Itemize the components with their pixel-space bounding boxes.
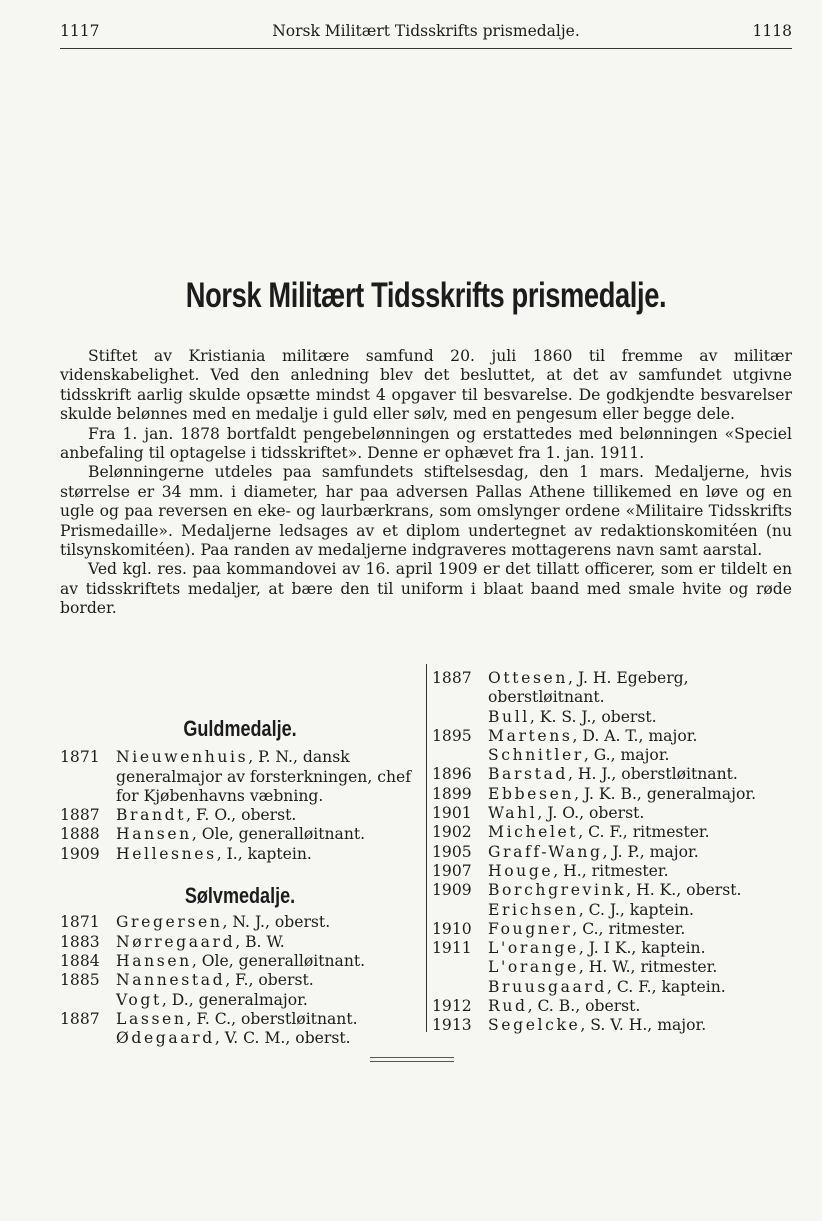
medal-entry bbox=[432, 920, 792, 939]
recipient-name: Brandt bbox=[116, 806, 187, 825]
entry-year: 1884 bbox=[60, 951, 100, 970]
recipient-details: , B. W. bbox=[235, 932, 285, 951]
entry-text bbox=[488, 669, 792, 708]
recipient-name: Barstad bbox=[488, 765, 568, 784]
guld-list bbox=[60, 748, 420, 864]
recipient-details: , J. I K., kaptein. bbox=[578, 939, 706, 958]
medal-entry bbox=[432, 669, 792, 708]
entry-text bbox=[488, 746, 792, 765]
entry-text bbox=[488, 765, 792, 784]
entry-text bbox=[488, 978, 792, 997]
header-rule bbox=[60, 48, 792, 49]
entry-year: 1888 bbox=[60, 825, 100, 844]
recipient-details: , Ole, generalløitnant. bbox=[191, 951, 366, 970]
recipient-details: , H., ritmester. bbox=[553, 861, 669, 880]
entry-year bbox=[60, 1029, 116, 1048]
recipient-details: , D. A. T., major. bbox=[572, 726, 698, 745]
recipient-details: , F. C., oberstløitnant. bbox=[186, 1009, 358, 1028]
medal-entry bbox=[432, 881, 792, 900]
entry-text bbox=[116, 991, 420, 1010]
recipient-details: , V. C. M., oberst. bbox=[214, 1029, 351, 1048]
solv-heading: Sølvmedalje. bbox=[184, 883, 296, 909]
entry-text bbox=[488, 881, 792, 900]
paragraph: Stiftet av Kristiania militære samfund 20. juli 1860 til fremme av militær videnskabelighet. Ved den anledning blev det besluttet, at det av samfundet utgivne tidsskrift aarlig skulde opsætte mindst 4 opgaver til besvarelse. De godkjendte besvarelser skulde belønnes med en medalje i guld eller sølv, med en pengesum eller begge dele. bbox=[60, 347, 792, 424]
recipient-details: , I., kaptein. bbox=[216, 844, 312, 863]
entry-year: 1901 bbox=[432, 804, 472, 823]
entry-year: 1871 bbox=[60, 913, 100, 932]
paragraph: Ved kgl. res. paa kommandovei av 16. april 1909 er det tillatt officerer, som er tildelt en av tidsskriftets medaljer, at bære den til uniform i blaat baand med smale hvite og røde border. bbox=[60, 560, 792, 618]
entry-text bbox=[488, 958, 792, 977]
end-rule-top bbox=[370, 1057, 454, 1058]
medal-entry bbox=[60, 825, 420, 844]
entry-year bbox=[432, 978, 488, 997]
recipient-details: , C. F., kaptein. bbox=[607, 977, 726, 996]
recipient-details: , J. O., oberst. bbox=[537, 804, 645, 823]
medal-entry bbox=[432, 746, 792, 765]
entry-year: 1910 bbox=[432, 919, 472, 938]
medal-entry bbox=[432, 708, 792, 727]
entry-text bbox=[488, 862, 792, 881]
recipient-details: , C. J., kaptein. bbox=[578, 900, 695, 919]
recipient-name: Wahl bbox=[488, 804, 538, 823]
recipient-name: Gregersen bbox=[116, 913, 223, 932]
page-number-left: 1117 bbox=[60, 22, 100, 40]
recipient-details: , J. K. B., generalmajor. bbox=[574, 784, 757, 803]
entry-text bbox=[488, 901, 792, 920]
medal-entry bbox=[432, 978, 792, 997]
entry-text bbox=[116, 933, 420, 952]
entry-year: 1887 bbox=[432, 669, 472, 687]
recipient-details: , G., major. bbox=[583, 746, 670, 765]
entry-year bbox=[60, 991, 116, 1010]
recipient-name: Ebbesen bbox=[488, 784, 575, 803]
recipient-name: Hellesnes bbox=[116, 844, 217, 863]
entry-text bbox=[116, 952, 420, 971]
entry-year: 1902 bbox=[432, 823, 472, 842]
entry-year: 1905 bbox=[432, 842, 472, 861]
recipient-name: Borchgrevink bbox=[488, 881, 627, 900]
recipient-details: , K. S. J., oberst. bbox=[529, 707, 657, 726]
page-number-right: 1118 bbox=[752, 22, 792, 40]
medal-entry bbox=[60, 971, 420, 990]
entry-year bbox=[432, 958, 488, 977]
paragraph: Belønningerne utdeles paa samfundets stiftelsesdag, den 1 mars. Medaljerne, hvis størrelse er 34 mm. i diameter, har paa adversen Pallas Athene tillikemed en løve og en ugle og paa reversen en eke- og laurbærkrans, som omslynger ordene «Militaire Tidsskrifts Prismedaille». Medaljerne ledsages av et diplom undertegnet av redaktionskomitéen (nu tilsynskomitéen). Paa randen av medaljerne indgraveres mottagerens navn samt aarstal. bbox=[60, 463, 792, 560]
entry-year bbox=[432, 901, 488, 920]
running-header bbox=[60, 22, 792, 44]
medal-entry bbox=[432, 997, 792, 1016]
recipient-name: Bruusgaard bbox=[488, 977, 608, 996]
entry-text bbox=[488, 823, 792, 842]
entry-year bbox=[432, 746, 488, 765]
recipient-name: Schnitler bbox=[488, 746, 584, 765]
recipient-name: Houge bbox=[488, 861, 554, 880]
recipient-name: Martens bbox=[488, 726, 573, 745]
recipient-details: , S. V. H., major. bbox=[580, 1016, 707, 1035]
medal-entry bbox=[60, 1010, 420, 1029]
recipient-details: , H. W., ritmester. bbox=[578, 958, 718, 977]
left-column bbox=[60, 716, 420, 1048]
recipient-name: Vogt bbox=[116, 990, 162, 1009]
recipient-details: , C., ritmester. bbox=[572, 919, 686, 938]
recipient-details: , H. K., oberst. bbox=[626, 881, 742, 900]
recipient-name: L'orange bbox=[488, 958, 579, 977]
recipient-details: , H. J., oberstløitnant. bbox=[567, 765, 738, 784]
recipient-name: Hansen bbox=[116, 951, 192, 970]
entry-text bbox=[116, 748, 420, 806]
medal-entry bbox=[60, 913, 420, 932]
recipient-name: Michelet bbox=[488, 823, 579, 842]
recipient-name: Hansen bbox=[116, 825, 192, 844]
medal-entry bbox=[432, 765, 792, 784]
entry-text bbox=[488, 1016, 792, 1035]
paragraph: Fra 1. jan. 1878 bortfaldt pengebelønningen og erstattedes med belønningen «Speciel anbefaling til optagelse i tidsskriftet». Denne er ophævet fra 1. jan. 1911. bbox=[60, 424, 792, 463]
entry-year: 1896 bbox=[432, 765, 472, 784]
recipient-name: Nørregaard bbox=[116, 932, 236, 951]
recipient-details: , P. N., dansk generalmajor av forsterkningen, chef for Kjøbenhavns væbning. bbox=[116, 748, 412, 805]
recipient-details: , C. B., oberst. bbox=[527, 997, 641, 1016]
recipient-name: Fougner bbox=[488, 919, 573, 938]
medal-entry bbox=[432, 862, 792, 881]
recipient-name: Bull bbox=[488, 707, 530, 726]
entry-year: 1883 bbox=[60, 932, 100, 951]
recipient-details: , C. F., ritmester. bbox=[578, 823, 710, 842]
solv-list-right bbox=[432, 669, 792, 1036]
entry-text bbox=[116, 806, 420, 825]
entry-year: 1899 bbox=[432, 784, 472, 803]
recipient-name: Lassen bbox=[116, 1009, 187, 1028]
body-text bbox=[60, 347, 792, 619]
medal-entry bbox=[432, 1016, 792, 1035]
entry-text bbox=[116, 1029, 420, 1048]
entry-text bbox=[116, 971, 420, 990]
recipient-details: , F. O., oberst. bbox=[186, 806, 297, 825]
column-divider bbox=[426, 664, 427, 1032]
recipient-details: , Ole, generalløitnant. bbox=[191, 825, 366, 844]
medal-entry bbox=[432, 843, 792, 862]
recipient-details: , F., oberst. bbox=[225, 971, 314, 990]
running-title: Norsk Militært Tidsskrifts prismedalje. bbox=[272, 22, 580, 40]
entry-text bbox=[488, 804, 792, 823]
entry-year: 1909 bbox=[432, 881, 472, 900]
entry-year: 1885 bbox=[60, 971, 100, 990]
entry-year: 1912 bbox=[432, 997, 472, 1016]
entry-text bbox=[488, 939, 792, 958]
recipient-details: , J. P., major. bbox=[602, 842, 699, 861]
entry-year: 1887 bbox=[60, 1009, 100, 1028]
medal-entry bbox=[432, 901, 792, 920]
entry-year: 1913 bbox=[432, 1016, 472, 1035]
recipient-name: L'orange bbox=[488, 939, 579, 958]
recipient-name: Graff-Wang bbox=[488, 842, 603, 861]
entry-text bbox=[116, 913, 420, 932]
recipient-details: , D., generalmajor. bbox=[161, 990, 308, 1009]
entry-text bbox=[116, 825, 420, 844]
medal-entry bbox=[432, 823, 792, 842]
entry-year: 1871 bbox=[60, 748, 100, 767]
entry-text bbox=[488, 708, 792, 727]
right-column bbox=[432, 669, 792, 1036]
recipient-name: Rud bbox=[488, 997, 528, 1016]
solv-list-left bbox=[60, 913, 420, 1048]
medal-entry bbox=[60, 952, 420, 971]
entry-year: 1909 bbox=[60, 844, 100, 863]
recipient-details: , J. H. Egeberg, oberstløitnant. bbox=[488, 669, 689, 707]
medal-entry bbox=[60, 933, 420, 952]
entry-text bbox=[488, 785, 792, 804]
medal-entry bbox=[432, 939, 792, 958]
medal-entry bbox=[60, 1029, 420, 1048]
end-rule-bottom bbox=[370, 1061, 454, 1062]
entry-year: 1895 bbox=[432, 726, 472, 745]
recipient-name: Nieuwenhuis bbox=[116, 748, 249, 767]
recipient-name: Segelcke bbox=[488, 1016, 581, 1035]
recipient-name: Nannestad bbox=[116, 971, 226, 990]
entry-text bbox=[488, 727, 792, 746]
recipient-name: Ottesen bbox=[488, 669, 569, 687]
medal-entry bbox=[432, 727, 792, 746]
medal-entry bbox=[432, 958, 792, 977]
entry-text bbox=[488, 920, 792, 939]
medal-entry bbox=[60, 991, 420, 1010]
recipient-name: Erichsen bbox=[488, 900, 579, 919]
entry-text bbox=[488, 997, 792, 1016]
medal-entry bbox=[432, 785, 792, 804]
medal-entry bbox=[432, 804, 792, 823]
entry-text bbox=[488, 843, 792, 862]
entry-year: 1911 bbox=[432, 939, 472, 958]
entry-year: 1907 bbox=[432, 861, 472, 880]
page-title: Norsk Militært Tidsskrifts prismedalje. bbox=[185, 276, 667, 315]
entry-text bbox=[116, 845, 420, 864]
entry-year: 1887 bbox=[60, 806, 100, 825]
medal-entry bbox=[60, 845, 420, 864]
entry-year bbox=[432, 708, 488, 727]
recipient-name: Ødegaard bbox=[116, 1029, 215, 1048]
entry-text bbox=[116, 1010, 420, 1029]
medal-entry bbox=[60, 806, 420, 825]
guld-heading: Guldmedalje. bbox=[183, 716, 297, 741]
medal-entry bbox=[60, 748, 420, 806]
recipient-details: , N. J., oberst. bbox=[222, 913, 331, 932]
